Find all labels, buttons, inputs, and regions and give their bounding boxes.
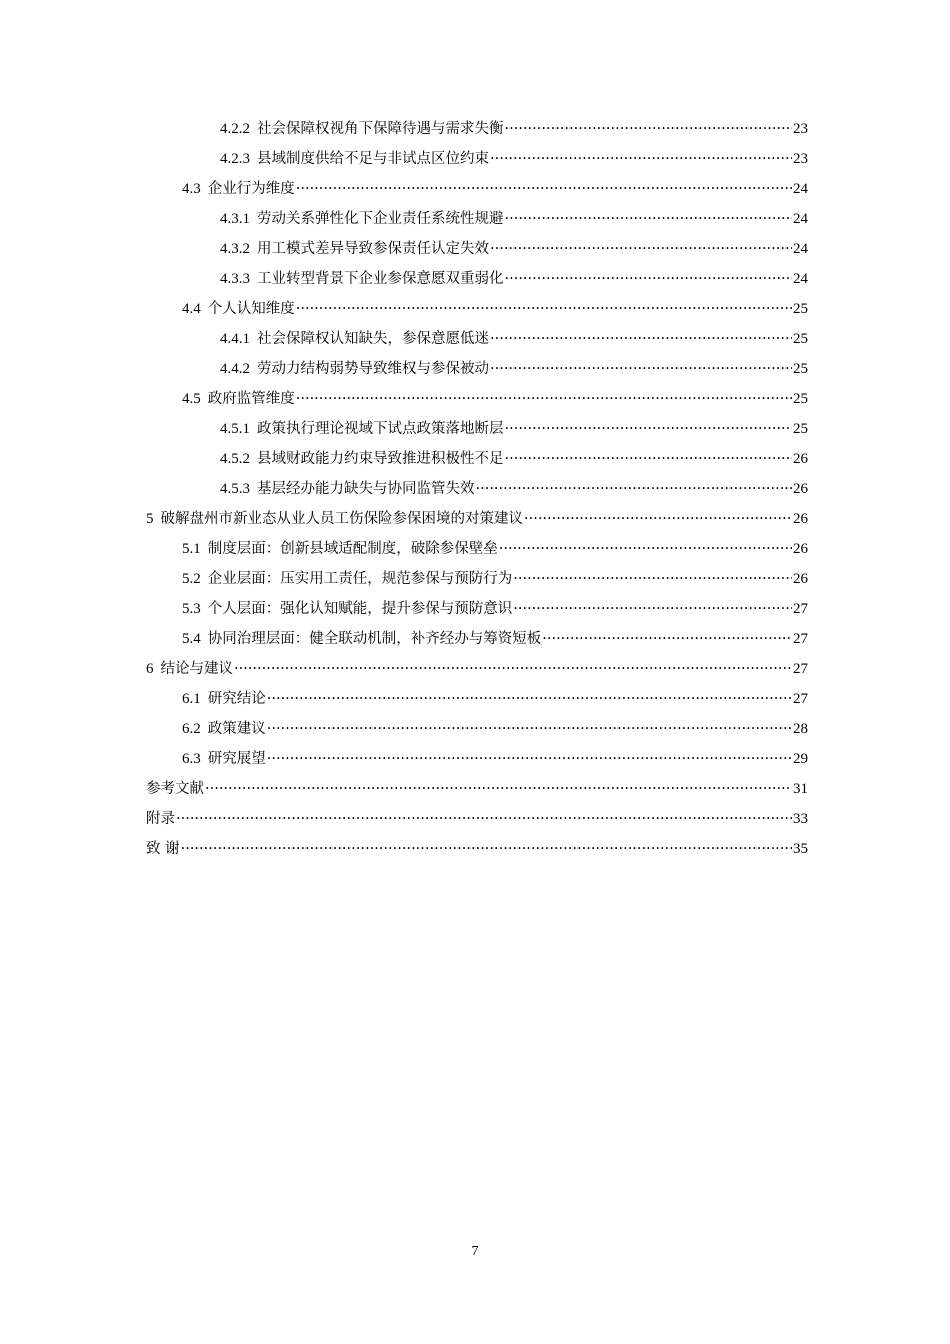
toc-entry[interactable] bbox=[146, 654, 808, 684]
toc-entry-page: 25 bbox=[793, 421, 808, 437]
toc-dot-leader bbox=[490, 354, 792, 384]
toc-entry[interactable] bbox=[146, 564, 808, 594]
toc-entry-title: 个人层面：强化认知赋能，提升参保与预防意识 bbox=[207, 601, 513, 617]
toc-entry-page: 33 bbox=[793, 811, 808, 827]
toc-entry-page: 27 bbox=[793, 631, 808, 647]
toc-entry-title: 政策执行理论视域下试点政策落地断层 bbox=[257, 421, 504, 437]
toc-dot-leader bbox=[505, 264, 793, 294]
toc-entry-title: 个人认知维度 bbox=[207, 301, 295, 317]
toc-dot-leader bbox=[490, 144, 792, 174]
toc-entry[interactable] bbox=[146, 834, 808, 864]
toc-entry-title: 工业转型背景下企业参保意愿双重弱化 bbox=[257, 271, 504, 287]
toc-dot-leader bbox=[176, 804, 792, 834]
toc-entry-title: 政府监管维度 bbox=[207, 391, 295, 407]
toc-entry[interactable] bbox=[146, 414, 808, 444]
toc-dot-leader bbox=[513, 564, 792, 594]
toc-entry-page: 26 bbox=[793, 481, 808, 497]
toc-entry-title: 基层经办能力缺失与协同监管失效 bbox=[257, 481, 475, 497]
toc-entry-page: 27 bbox=[793, 601, 808, 617]
toc-entry[interactable] bbox=[146, 294, 808, 324]
toc-entry[interactable] bbox=[146, 744, 808, 774]
toc-entry[interactable] bbox=[146, 684, 808, 714]
toc-dot-leader bbox=[542, 624, 792, 654]
toc-dot-leader bbox=[476, 474, 793, 504]
toc-dot-leader bbox=[296, 384, 792, 414]
toc-entry-number: 4.5.1 bbox=[220, 421, 250, 437]
toc-entry[interactable] bbox=[146, 354, 808, 384]
toc-entry-number: 4.5.3 bbox=[220, 481, 250, 497]
page-number: 7 bbox=[471, 1244, 479, 1259]
toc-entry[interactable] bbox=[146, 534, 808, 564]
toc-entry[interactable] bbox=[146, 174, 808, 204]
toc-entry-title: 研究展望 bbox=[207, 751, 266, 767]
toc-entry-number: 4.2.3 bbox=[220, 151, 250, 167]
toc-dot-leader bbox=[267, 714, 792, 744]
toc-entry-page: 25 bbox=[793, 391, 808, 407]
toc-entry-number: 6 bbox=[146, 661, 154, 677]
toc-entry[interactable] bbox=[146, 624, 808, 654]
toc-entry-title: 社会保障权视角下保障待遇与需求失衡 bbox=[257, 121, 504, 137]
toc-entry-page: 26 bbox=[793, 541, 808, 557]
toc-entry-title: 破解盘州市新业态从业人员工伤保险参保困境的对策建议 bbox=[160, 511, 523, 527]
toc-entry-page: 27 bbox=[793, 691, 808, 707]
toc-entry-number: 5.1 bbox=[182, 541, 201, 557]
toc-entry-number: 4.3 bbox=[182, 181, 201, 197]
toc-entry-title: 结论与建议 bbox=[160, 661, 233, 677]
toc-entry[interactable] bbox=[146, 474, 808, 504]
toc-entry-number: 5.4 bbox=[182, 631, 201, 647]
toc-entry-number: 4.5 bbox=[182, 391, 201, 407]
toc-entry-number: 4.3.3 bbox=[220, 271, 250, 287]
toc-entry[interactable] bbox=[146, 264, 808, 294]
toc-entry-number: 5.2 bbox=[182, 571, 201, 587]
toc-entry-title: 制度层面：创新县域适配制度，破除参保壁垒 bbox=[207, 541, 498, 557]
toc-entry-title: 社会保障权认知缺失，参保意愿低迷 bbox=[257, 331, 489, 347]
toc-entry-title: 劳动力结构弱势导致维权与参保被动 bbox=[257, 361, 489, 377]
toc-entry-number: 5.3 bbox=[182, 601, 201, 617]
toc-dot-leader bbox=[205, 774, 792, 804]
toc-dot-leader bbox=[490, 324, 792, 354]
toc-entry-number: 4.2.2 bbox=[220, 121, 250, 137]
toc-entry-number: 5 bbox=[146, 511, 154, 527]
toc-entry-title: 致 谢 bbox=[146, 841, 180, 857]
toc-entry-title: 企业行为维度 bbox=[207, 181, 295, 197]
toc-entry-page: 26 bbox=[793, 571, 808, 587]
toc-entry[interactable] bbox=[146, 384, 808, 414]
toc-entry-title: 劳动关系弹性化下企业责任系统性规避 bbox=[257, 211, 504, 227]
toc-entry-page: 24 bbox=[793, 211, 808, 227]
toc-entry-title: 附录 bbox=[146, 811, 175, 827]
toc-entry[interactable] bbox=[146, 714, 808, 744]
toc-entry-title: 企业层面：压实用工责任，规范参保与预防行为 bbox=[207, 571, 513, 587]
toc-dot-leader bbox=[296, 294, 792, 324]
toc-entry-number: 6.3 bbox=[182, 751, 201, 767]
toc-entry-number: 4.4.2 bbox=[220, 361, 250, 377]
toc-entry-page: 26 bbox=[793, 511, 808, 527]
toc-entry-page: 23 bbox=[793, 121, 808, 137]
toc-entry-title: 协同治理层面：健全联动机制，补齐经办与筹资短板 bbox=[207, 631, 542, 647]
toc-entry-page: 29 bbox=[793, 751, 808, 767]
toc-entry[interactable] bbox=[146, 594, 808, 624]
toc-entry-title: 研究结论 bbox=[207, 691, 266, 707]
toc-dot-leader bbox=[267, 684, 792, 714]
toc-entry[interactable] bbox=[146, 324, 808, 354]
toc-dot-leader bbox=[490, 234, 792, 264]
toc-dot-leader bbox=[234, 654, 792, 684]
toc-entry-title: 政策建议 bbox=[207, 721, 266, 737]
toc-dot-leader bbox=[296, 174, 792, 204]
toc-entry[interactable] bbox=[146, 804, 808, 834]
toc-entry-page: 25 bbox=[793, 331, 808, 347]
toc-entry-number: 4.5.2 bbox=[220, 451, 250, 467]
toc-entry[interactable] bbox=[146, 234, 808, 264]
toc-entry-title: 参考文献 bbox=[146, 781, 204, 797]
toc-dot-leader bbox=[267, 744, 792, 774]
toc-entry-title: 县域制度供给不足与非试点区位约束 bbox=[257, 151, 489, 167]
toc-entry[interactable] bbox=[146, 774, 808, 804]
toc-dot-leader bbox=[513, 594, 792, 624]
toc-entry-page: 24 bbox=[793, 181, 808, 197]
toc-entry-page: 27 bbox=[793, 661, 808, 677]
toc-entry[interactable] bbox=[146, 444, 808, 474]
toc-entry-page: 25 bbox=[793, 361, 808, 377]
toc-entry-page: 23 bbox=[793, 151, 808, 167]
toc-entry-title: 县域财政能力约束导致推进积极性不足 bbox=[257, 451, 504, 467]
toc-entry-number: 4.3.2 bbox=[220, 241, 250, 257]
toc-dot-leader bbox=[505, 114, 793, 144]
toc-entry[interactable] bbox=[146, 144, 808, 174]
toc-dot-leader bbox=[524, 504, 792, 534]
toc-entry-number: 4.3.1 bbox=[220, 211, 250, 227]
toc-entry-title: 用工模式差异导致参保责任认定失效 bbox=[257, 241, 489, 257]
toc-entry[interactable] bbox=[146, 504, 808, 534]
toc-entry-number: 4.4 bbox=[182, 301, 201, 317]
toc-entry-page: 35 bbox=[793, 841, 808, 857]
toc-dot-leader bbox=[499, 534, 792, 564]
toc-entry-page: 26 bbox=[793, 451, 808, 467]
toc-dot-leader bbox=[505, 444, 793, 474]
toc-entry-page: 24 bbox=[793, 271, 808, 287]
toc-entry-number: 6.1 bbox=[182, 691, 201, 707]
toc-entry[interactable] bbox=[146, 204, 808, 234]
toc-dot-leader bbox=[505, 414, 793, 444]
toc-dot-leader bbox=[505, 204, 793, 234]
toc-entry-page: 28 bbox=[793, 721, 808, 737]
toc-entry-page: 25 bbox=[793, 301, 808, 317]
toc-entry-page: 31 bbox=[793, 781, 808, 797]
toc-entry[interactable] bbox=[146, 114, 808, 144]
table-of-contents bbox=[146, 114, 808, 864]
toc-entry-number: 4.4.1 bbox=[220, 331, 250, 347]
toc-entry-number: 6.2 bbox=[182, 721, 201, 737]
toc-entry-page: 24 bbox=[793, 241, 808, 257]
toc-dot-leader bbox=[181, 834, 792, 864]
